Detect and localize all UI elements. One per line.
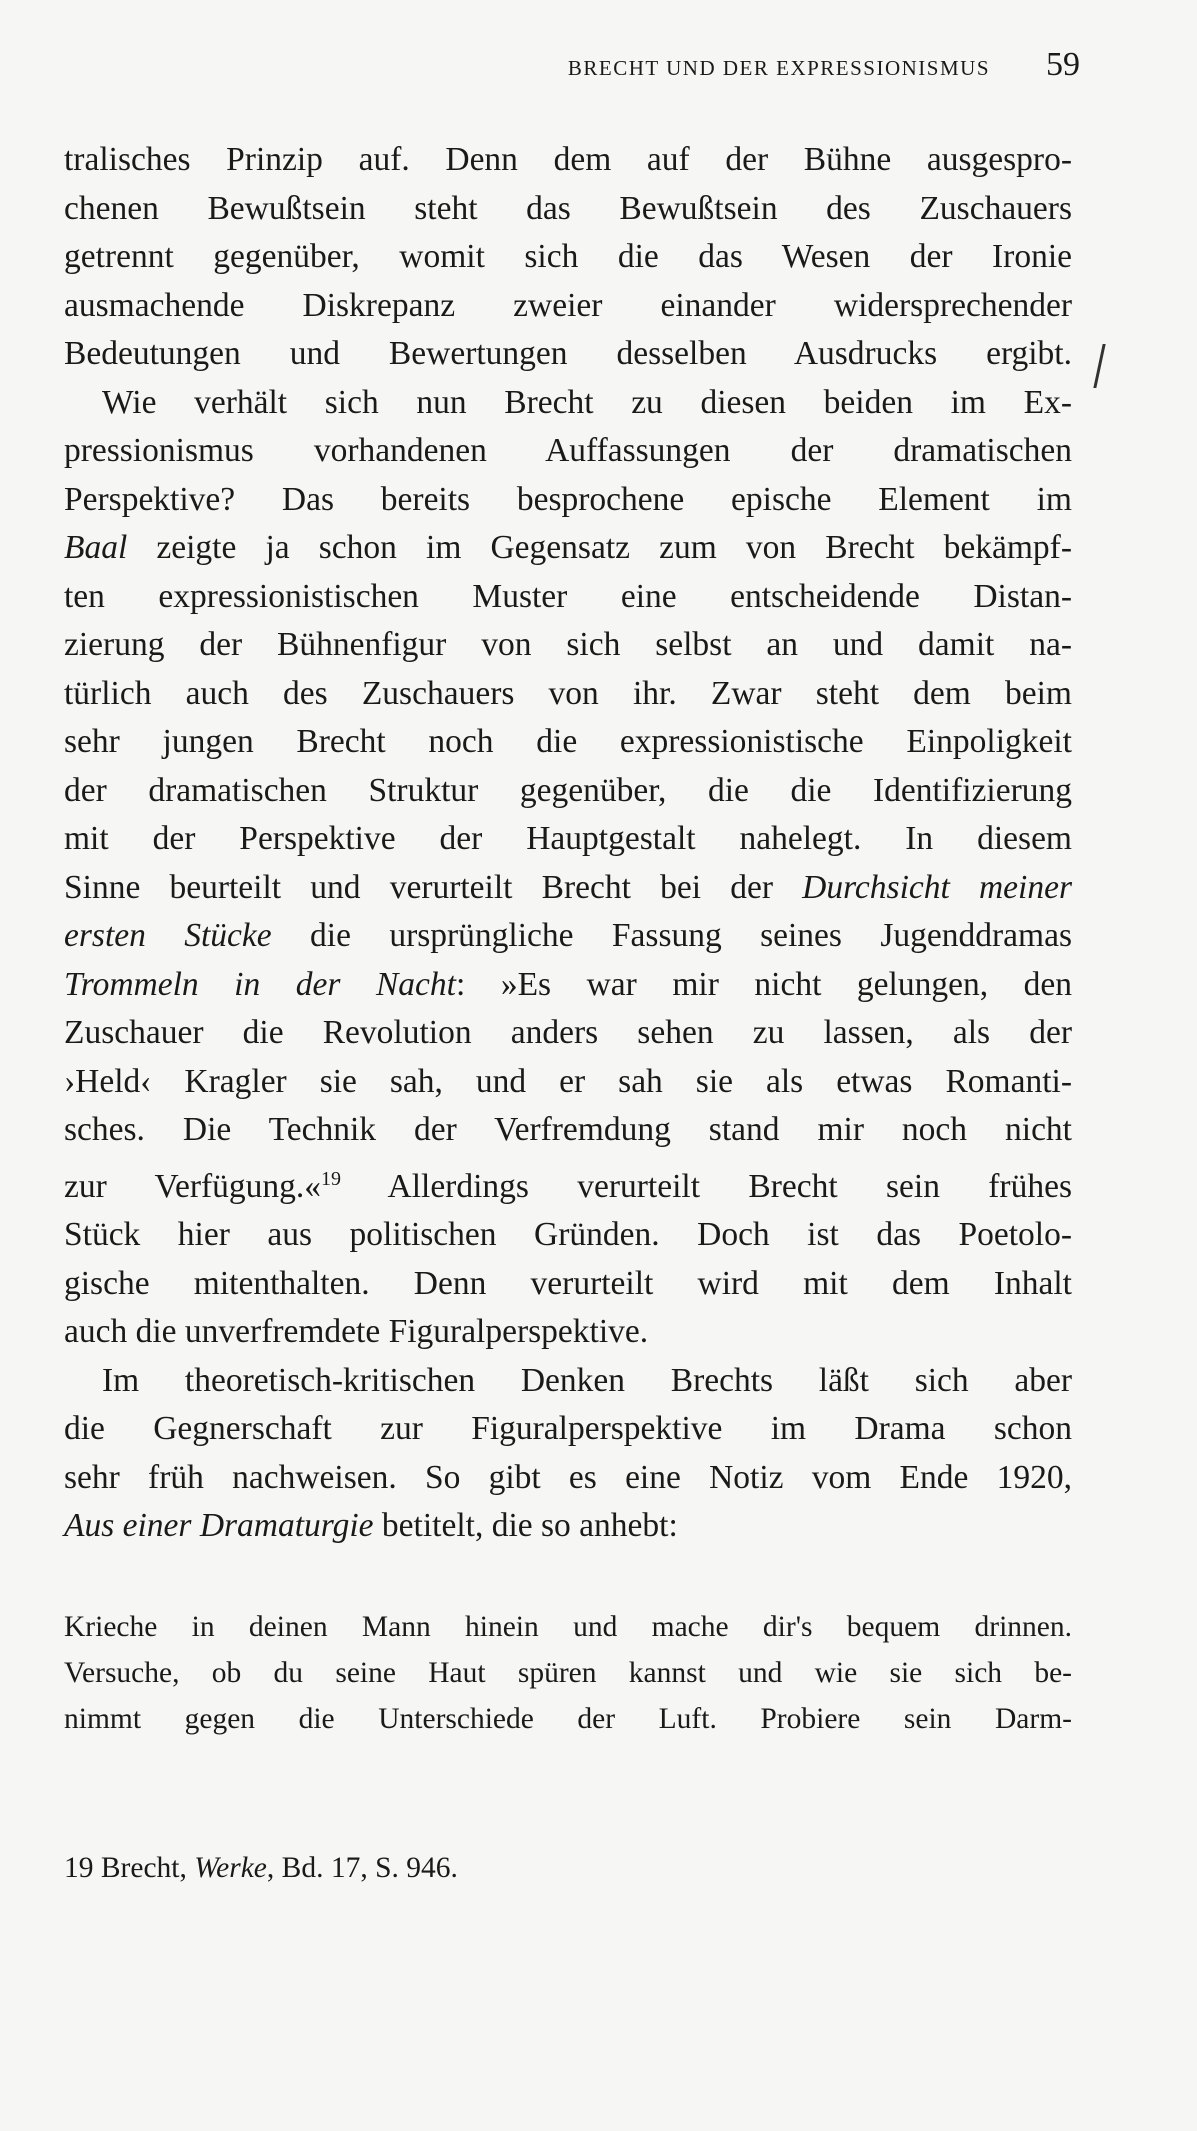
text-line: Stück hier aus politischen Gründen. Doch ist das Poetolo- (64, 1216, 1072, 1254)
text-line (64, 1502, 1072, 1551)
text-line: sehr jungen Brecht noch die expressionistische Einpoligkeit (64, 723, 1072, 760)
text-line (64, 912, 1072, 961)
text-line: Bedeutungen und Bewertungen desselben Ausdrucks ergibt. (64, 335, 1072, 372)
footnote (64, 1852, 458, 1885)
quote-line: Krieche in deinen Mann hinein und mache dir's bequem drinnen. (64, 1611, 1072, 1643)
text-run: Allerdings verurteilt Brecht sein frühes (341, 1167, 1072, 1205)
text-line (64, 961, 1072, 1010)
footnote-text: Brecht, (93, 1852, 195, 1884)
text-line: die Gegnerschaft zur Figuralperspektive im Drama schon (64, 1410, 1072, 1448)
text-line: pressionismus vorhandenen Auffassungen der dramatischen (64, 432, 1072, 469)
text-line: mit der Perspektive der Hauptgestalt nahelegt. In diesem (64, 820, 1072, 857)
running-head: BRECHT UND DER EXPRESSIONISMUS (567, 56, 990, 80)
work-title: Baal (64, 529, 128, 566)
text-line: sehr früh nachweisen. So gibt es eine Notiz vom Ende 1920, (64, 1458, 1072, 1496)
work-title: Durchsicht meiner (802, 868, 1072, 906)
text-line: zierung der Bühnenfigur von sich selbst an und damit na- (64, 626, 1072, 663)
text-line: der dramatischen Struktur gegenüber, die die Identifizierung (64, 771, 1072, 809)
text-run: zeigte ja schon im Gegensatz zum von Brecht bekämpf- (127, 529, 1072, 566)
quote-line: nimmt gegen die Unterschiede der Luft. Probiere sein Darm- (64, 1703, 1072, 1735)
page-header (0, 46, 1080, 84)
text-line (64, 524, 1072, 573)
text-run: betitelt, die so anhebt: (373, 1507, 678, 1545)
text-line: Im theoretisch-kritischen Denken Brechts läßt sich aber (102, 1361, 1072, 1399)
work-title: Trommeln in der Nacht (64, 965, 456, 1003)
work-title: ersten Stücke (64, 917, 272, 954)
margin-mark (1077, 344, 1105, 388)
text-line: gische mitenthalten. Denn verurteilt wird mit dem Inhalt (64, 1264, 1072, 1302)
block-quote (64, 1604, 1072, 1742)
text-line (64, 864, 1072, 913)
text-line: Zuschauer die Revolution anders sehen zu lassen, als der (64, 1014, 1072, 1051)
footnote-ref: 19 (321, 1167, 342, 1190)
text-line: auch die unverfremdete Figuralperspektive. (64, 1313, 649, 1351)
text-line (64, 1155, 1072, 1212)
text-line: türlich auch des Zuschauers von ihr. Zwar steht dem beim (64, 674, 1072, 712)
body-text (64, 136, 1072, 1551)
text-line: sches. Die Technik der Verfremdung stand mir noch nicht (64, 1111, 1072, 1148)
work-title: Aus einer Dramaturgie (64, 1507, 374, 1545)
text-line: ten expressionistischen Muster eine entscheidende Distan- (64, 577, 1072, 615)
text-run: zur Verfügung.« (64, 1167, 322, 1205)
text-line: ausmachende Diskrepanz zweier einander widersprechender (64, 286, 1072, 324)
quote-line: Versuche, ob du seine Haut spüren kannst und wie sie sich be- (64, 1657, 1072, 1689)
footnote-text: , Bd. 17, S. 946. (266, 1852, 458, 1884)
text-run: : »Es war mir nicht gelungen, den (455, 965, 1073, 1003)
text-line: tralisches Prinzip auf. Denn dem auf der Bühne ausgespro- (64, 141, 1072, 178)
text-run: Sinne beurteilt und verurteilt Brecht bei der (64, 868, 803, 906)
text-line: chenen Bewußtsein steht das Bewußtsein des Zuschauers (64, 189, 1072, 227)
footnote-number: 19 (64, 1852, 94, 1884)
text-line: ›Held‹ Kragler sie sah, und er sah sie als etwas Romanti- (64, 1062, 1072, 1100)
text-line: getrennt gegenüber, womit sich die das Wesen der Ironie (64, 238, 1072, 275)
page-number: 59 (1046, 46, 1080, 83)
text-line: Wie verhält sich nun Brecht zu diesen beiden im Ex- (102, 383, 1072, 421)
text-run: die ursprüngliche Fassung seines Jugenddramas (271, 917, 1072, 954)
footnote-work: Werke (194, 1852, 267, 1884)
text-line: Perspektive? Das bereits besprochene epische Element im (64, 480, 1072, 518)
